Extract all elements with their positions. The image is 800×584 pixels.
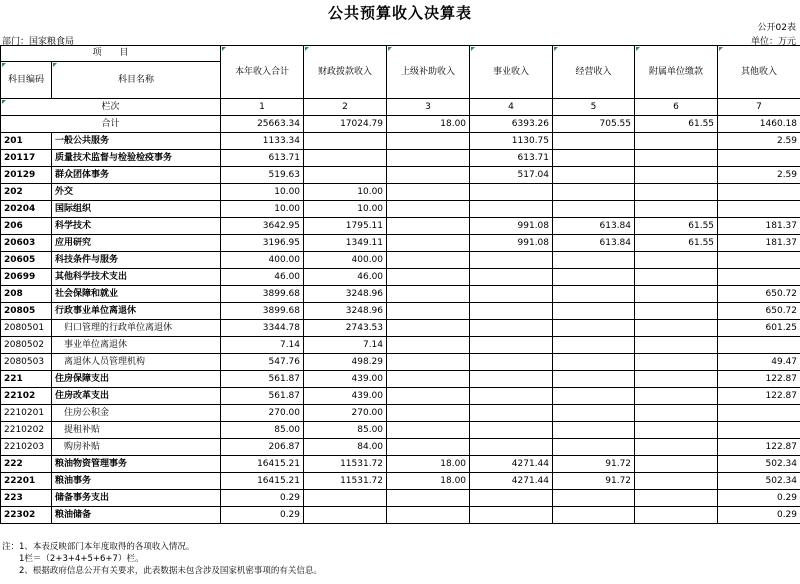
- col-header-5: 经营收入: [553, 46, 635, 99]
- total-cell: 6393.26: [470, 116, 553, 133]
- table-row: [1, 405, 800, 422]
- amount-cell: [470, 371, 553, 388]
- column-index-cell: 5: [553, 99, 635, 116]
- amount-cell: 1130.75: [470, 133, 553, 150]
- amount-cell: 613.71: [470, 150, 553, 167]
- amount-cell: 46.00: [221, 269, 304, 286]
- table-row: [1, 235, 800, 252]
- amount-cell: [635, 371, 718, 388]
- amount-cell: [635, 490, 718, 507]
- table-row: [1, 507, 800, 524]
- table-row: [1, 218, 800, 235]
- amount-cell: [553, 286, 635, 303]
- amount-cell: [553, 303, 635, 320]
- subject-code: 2210202: [1, 422, 52, 439]
- subject-code: 22201: [1, 473, 52, 490]
- amount-cell: [718, 269, 800, 286]
- amount-cell: [304, 490, 387, 507]
- amount-cell: 0.29: [718, 490, 800, 507]
- amount-cell: 7.14: [221, 337, 304, 354]
- amount-cell: 84.00: [304, 439, 387, 456]
- amount-cell: 2743.53: [304, 320, 387, 337]
- amount-cell: 400.00: [304, 252, 387, 269]
- subject-code: 20117: [1, 150, 52, 167]
- item-header: 项 目: [1, 46, 221, 62]
- col-header-7: 其他收入: [718, 46, 800, 99]
- subject-name: 住房公积金: [52, 405, 221, 422]
- column-index-cell: 1: [221, 99, 304, 116]
- subject-name: 社会保障和就业: [52, 286, 221, 303]
- amount-cell: 3899.68: [221, 286, 304, 303]
- subject-code: 222: [1, 456, 52, 473]
- subject-name: 归口管理的行政单位离退休: [52, 320, 221, 337]
- amount-cell: [553, 405, 635, 422]
- amount-cell: [635, 507, 718, 524]
- table-row: [1, 252, 800, 269]
- table-row: [1, 184, 800, 201]
- subject-code: 206: [1, 218, 52, 235]
- amount-cell: [553, 252, 635, 269]
- amount-cell: 7.14: [304, 337, 387, 354]
- amount-cell: [635, 133, 718, 150]
- amount-cell: [470, 303, 553, 320]
- amount-cell: [635, 405, 718, 422]
- amount-cell: [553, 320, 635, 337]
- amount-cell: 91.72: [553, 473, 635, 490]
- amount-cell: 3248.96: [304, 303, 387, 320]
- amount-cell: 502.34: [718, 456, 800, 473]
- amount-cell: [387, 388, 470, 405]
- amount-cell: [470, 405, 553, 422]
- amount-cell: 270.00: [304, 405, 387, 422]
- subject-name: 事业单位离退休: [52, 337, 221, 354]
- amount-cell: 519.63: [221, 167, 304, 184]
- name-header: 科目名称: [52, 62, 221, 99]
- amount-cell: 3248.96: [304, 286, 387, 303]
- table-row: [1, 133, 800, 150]
- subject-code: 22102: [1, 388, 52, 405]
- amount-cell: [387, 252, 470, 269]
- amount-cell: [387, 439, 470, 456]
- amount-cell: [387, 337, 470, 354]
- amount-cell: 502.34: [718, 473, 800, 490]
- amount-cell: [304, 133, 387, 150]
- amount-cell: [553, 507, 635, 524]
- amount-cell: 3899.68: [221, 303, 304, 320]
- amount-cell: [635, 150, 718, 167]
- table-row: [1, 388, 800, 405]
- subject-name: 外交: [52, 184, 221, 201]
- subject-code: 223: [1, 490, 52, 507]
- amount-cell: 561.87: [221, 371, 304, 388]
- col-header-2: 财政拨款收入: [304, 46, 387, 99]
- amount-cell: 517.04: [470, 167, 553, 184]
- amount-cell: 181.37: [718, 218, 800, 235]
- amount-cell: [470, 252, 553, 269]
- amount-cell: 3642.95: [221, 218, 304, 235]
- subject-code: 202: [1, 184, 52, 201]
- subject-code: 20129: [1, 167, 52, 184]
- amount-cell: 2.59: [718, 133, 800, 150]
- subject-name: 行政事业单位离退休: [52, 303, 221, 320]
- amount-cell: [470, 388, 553, 405]
- amount-cell: [387, 303, 470, 320]
- table-row: [1, 303, 800, 320]
- column-index-cell: 7: [718, 99, 800, 116]
- amount-cell: [387, 354, 470, 371]
- amount-cell: [470, 320, 553, 337]
- amount-cell: 400.00: [221, 252, 304, 269]
- amount-cell: 0.29: [718, 507, 800, 524]
- amount-cell: [635, 184, 718, 201]
- budget-revenue-table: [0, 45, 800, 524]
- footnote-line: 注：1、本表反映部门本年度取得的各项收入情况。: [2, 542, 195, 552]
- department-label: 部门：国家粮食局: [2, 37, 75, 47]
- amount-cell: [553, 201, 635, 218]
- amount-cell: [718, 405, 800, 422]
- amount-cell: 10.00: [304, 184, 387, 201]
- subject-code: 2080501: [1, 320, 52, 337]
- amount-cell: [553, 354, 635, 371]
- amount-cell: 439.00: [304, 371, 387, 388]
- amount-cell: 91.72: [553, 456, 635, 473]
- amount-cell: [553, 167, 635, 184]
- amount-cell: [470, 201, 553, 218]
- col-header-1: 本年收入合计: [221, 46, 304, 99]
- table-row: [1, 286, 800, 303]
- amount-cell: [635, 439, 718, 456]
- amount-cell: 547.76: [221, 354, 304, 371]
- amount-cell: 4271.44: [470, 473, 553, 490]
- subject-name: 科学技术: [52, 218, 221, 235]
- amount-cell: 2.59: [718, 167, 800, 184]
- total-cell: 25663.34: [221, 116, 304, 133]
- column-index-cell: 6: [635, 99, 718, 116]
- amount-cell: 613.84: [553, 218, 635, 235]
- table-row: [1, 320, 800, 337]
- amount-cell: [553, 371, 635, 388]
- amount-cell: 650.72: [718, 286, 800, 303]
- amount-cell: 650.72: [718, 303, 800, 320]
- amount-cell: [635, 354, 718, 371]
- column-index-cell: 4: [470, 99, 553, 116]
- subject-code: 201: [1, 133, 52, 150]
- amount-cell: 16415.21: [221, 456, 304, 473]
- amount-cell: 10.00: [221, 184, 304, 201]
- amount-cell: [635, 320, 718, 337]
- table-row: [1, 473, 800, 490]
- total-cell: 61.55: [635, 116, 718, 133]
- amount-cell: 10.00: [304, 201, 387, 218]
- amount-cell: [470, 490, 553, 507]
- table-row: [1, 456, 800, 473]
- amount-cell: 1133.34: [221, 133, 304, 150]
- amount-cell: [635, 337, 718, 354]
- amount-cell: 61.55: [635, 218, 718, 235]
- amount-cell: [304, 507, 387, 524]
- amount-cell: [470, 507, 553, 524]
- amount-cell: 1795.11: [304, 218, 387, 235]
- total-label: 合计: [1, 116, 221, 133]
- amount-cell: 3344.78: [221, 320, 304, 337]
- subject-name: 其他科学技术支出: [52, 269, 221, 286]
- amount-cell: 122.87: [718, 388, 800, 405]
- amount-cell: 601.25: [718, 320, 800, 337]
- table-row: [1, 167, 800, 184]
- amount-cell: 613.84: [553, 235, 635, 252]
- amount-cell: 11531.72: [304, 456, 387, 473]
- amount-cell: 3196.95: [221, 235, 304, 252]
- amount-cell: 122.87: [718, 371, 800, 388]
- subject-name: 一般公共服务: [52, 133, 221, 150]
- amount-cell: [470, 422, 553, 439]
- amount-cell: 991.08: [470, 235, 553, 252]
- amount-cell: [470, 337, 553, 354]
- subject-name: 粮油物资管理事务: [52, 456, 221, 473]
- col-header-3: 上级补助收入: [387, 46, 470, 99]
- subject-code: 2210203: [1, 439, 52, 456]
- amount-cell: [635, 303, 718, 320]
- col-header-6: 附属单位缴款: [635, 46, 718, 99]
- amount-cell: [553, 184, 635, 201]
- amount-cell: [635, 473, 718, 490]
- amount-cell: 0.29: [221, 507, 304, 524]
- amount-cell: [470, 439, 553, 456]
- subject-code: 208: [1, 286, 52, 303]
- subject-code: 2080503: [1, 354, 52, 371]
- amount-cell: [387, 286, 470, 303]
- amount-cell: 18.00: [387, 473, 470, 490]
- amount-cell: [387, 133, 470, 150]
- amount-cell: [470, 269, 553, 286]
- unit-label: 单位：万元: [750, 37, 796, 47]
- amount-cell: [553, 133, 635, 150]
- amount-cell: [553, 150, 635, 167]
- amount-cell: [718, 150, 800, 167]
- subject-name: 科技条件与服务: [52, 252, 221, 269]
- amount-cell: [553, 490, 635, 507]
- subject-name: 质量技术监督与检验检疫事务: [52, 150, 221, 167]
- amount-cell: [304, 150, 387, 167]
- amount-cell: [387, 150, 470, 167]
- amount-cell: [718, 337, 800, 354]
- total-cell: 18.00: [387, 116, 470, 133]
- amount-cell: [718, 252, 800, 269]
- amount-cell: 18.00: [387, 456, 470, 473]
- total-row: [1, 116, 800, 133]
- amount-cell: 61.55: [635, 235, 718, 252]
- amount-cell: [718, 201, 800, 218]
- amount-cell: [635, 388, 718, 405]
- subject-name: 应用研究: [52, 235, 221, 252]
- amount-cell: [387, 201, 470, 218]
- amount-cell: [387, 507, 470, 524]
- subject-name: 群众团体事务: [52, 167, 221, 184]
- amount-cell: 613.71: [221, 150, 304, 167]
- footnote-line: 1栏＝（2+3+4+5+6+7）栏。: [2, 554, 144, 564]
- total-cell: 17024.79: [304, 116, 387, 133]
- report-title: 公共预算收入决算表: [327, 4, 472, 22]
- column-index-cell: 2: [304, 99, 387, 116]
- table-row: [1, 337, 800, 354]
- amount-cell: 498.29: [304, 354, 387, 371]
- table-row: [1, 269, 800, 286]
- amount-cell: [635, 422, 718, 439]
- amount-cell: 16415.21: [221, 473, 304, 490]
- amount-cell: 4271.44: [470, 456, 553, 473]
- amount-cell: [635, 456, 718, 473]
- column-index-label: 栏次: [1, 99, 221, 116]
- amount-cell: 206.87: [221, 439, 304, 456]
- amount-cell: [387, 269, 470, 286]
- amount-cell: [387, 490, 470, 507]
- col-header-4: 事业收入: [470, 46, 553, 99]
- amount-cell: [304, 167, 387, 184]
- amount-cell: [553, 388, 635, 405]
- table-row: [1, 439, 800, 456]
- footnotes: [2, 541, 322, 577]
- subject-name: 储备事务支出: [52, 490, 221, 507]
- table-row: [1, 490, 800, 507]
- amount-cell: 85.00: [304, 422, 387, 439]
- amount-cell: 11531.72: [304, 473, 387, 490]
- subject-name: 粮油事务: [52, 473, 221, 490]
- amount-cell: [387, 167, 470, 184]
- amount-cell: [635, 201, 718, 218]
- amount-cell: 439.00: [304, 388, 387, 405]
- amount-cell: [553, 269, 635, 286]
- amount-cell: 991.08: [470, 218, 553, 235]
- amount-cell: [387, 235, 470, 252]
- amount-cell: [635, 269, 718, 286]
- total-cell: 705.55: [553, 116, 635, 133]
- table-row: [1, 150, 800, 167]
- amount-cell: 49.47: [718, 354, 800, 371]
- amount-cell: [470, 286, 553, 303]
- subject-name: 离退休人员管理机构: [52, 354, 221, 371]
- subject-code: 20605: [1, 252, 52, 269]
- subject-code: 221: [1, 371, 52, 388]
- amount-cell: [553, 422, 635, 439]
- amount-cell: 122.87: [718, 439, 800, 456]
- subject-code: 2080502: [1, 337, 52, 354]
- amount-cell: [635, 167, 718, 184]
- table-row: [1, 422, 800, 439]
- form-number: 公开02表: [757, 23, 796, 33]
- amount-cell: 85.00: [221, 422, 304, 439]
- amount-cell: [635, 252, 718, 269]
- amount-cell: [387, 405, 470, 422]
- amount-cell: [387, 371, 470, 388]
- amount-cell: [387, 422, 470, 439]
- amount-cell: [387, 218, 470, 235]
- amount-cell: [470, 354, 553, 371]
- subject-code: 20805: [1, 303, 52, 320]
- amount-cell: [635, 286, 718, 303]
- amount-cell: 270.00: [221, 405, 304, 422]
- code-header: 科目编码: [1, 62, 52, 99]
- subject-name: 购房补贴: [52, 439, 221, 456]
- subject-name: 粮油储备: [52, 507, 221, 524]
- amount-cell: 181.37: [718, 235, 800, 252]
- table-row: [1, 371, 800, 388]
- amount-cell: 10.00: [221, 201, 304, 218]
- column-index-row: [1, 99, 800, 116]
- subject-code: 22302: [1, 507, 52, 524]
- subject-name: 提租补贴: [52, 422, 221, 439]
- amount-cell: [387, 184, 470, 201]
- total-cell: 1460.18: [718, 116, 800, 133]
- amount-cell: [553, 337, 635, 354]
- amount-cell: [387, 320, 470, 337]
- amount-cell: [553, 439, 635, 456]
- table-row: [1, 201, 800, 218]
- amount-cell: 0.29: [221, 490, 304, 507]
- subject-name: 住房改革支出: [52, 388, 221, 405]
- amount-cell: [718, 184, 800, 201]
- column-index-cell: 3: [387, 99, 470, 116]
- amount-cell: [718, 422, 800, 439]
- amount-cell: 1349.11: [304, 235, 387, 252]
- amount-cell: 46.00: [304, 269, 387, 286]
- table-row: [1, 354, 800, 371]
- subject-code: 20204: [1, 201, 52, 218]
- amount-cell: [470, 184, 553, 201]
- subject-code: 20699: [1, 269, 52, 286]
- amount-cell: 561.87: [221, 388, 304, 405]
- subject-code: 2210201: [1, 405, 52, 422]
- subject-name: 国际组织: [52, 201, 221, 218]
- footnote-line: 2、根据政府信息公开有关要求，此表数据未包含涉及国家机密事项的有关信息。: [2, 566, 322, 576]
- subject-code: 20603: [1, 235, 52, 252]
- subject-name: 住房保障支出: [52, 371, 221, 388]
